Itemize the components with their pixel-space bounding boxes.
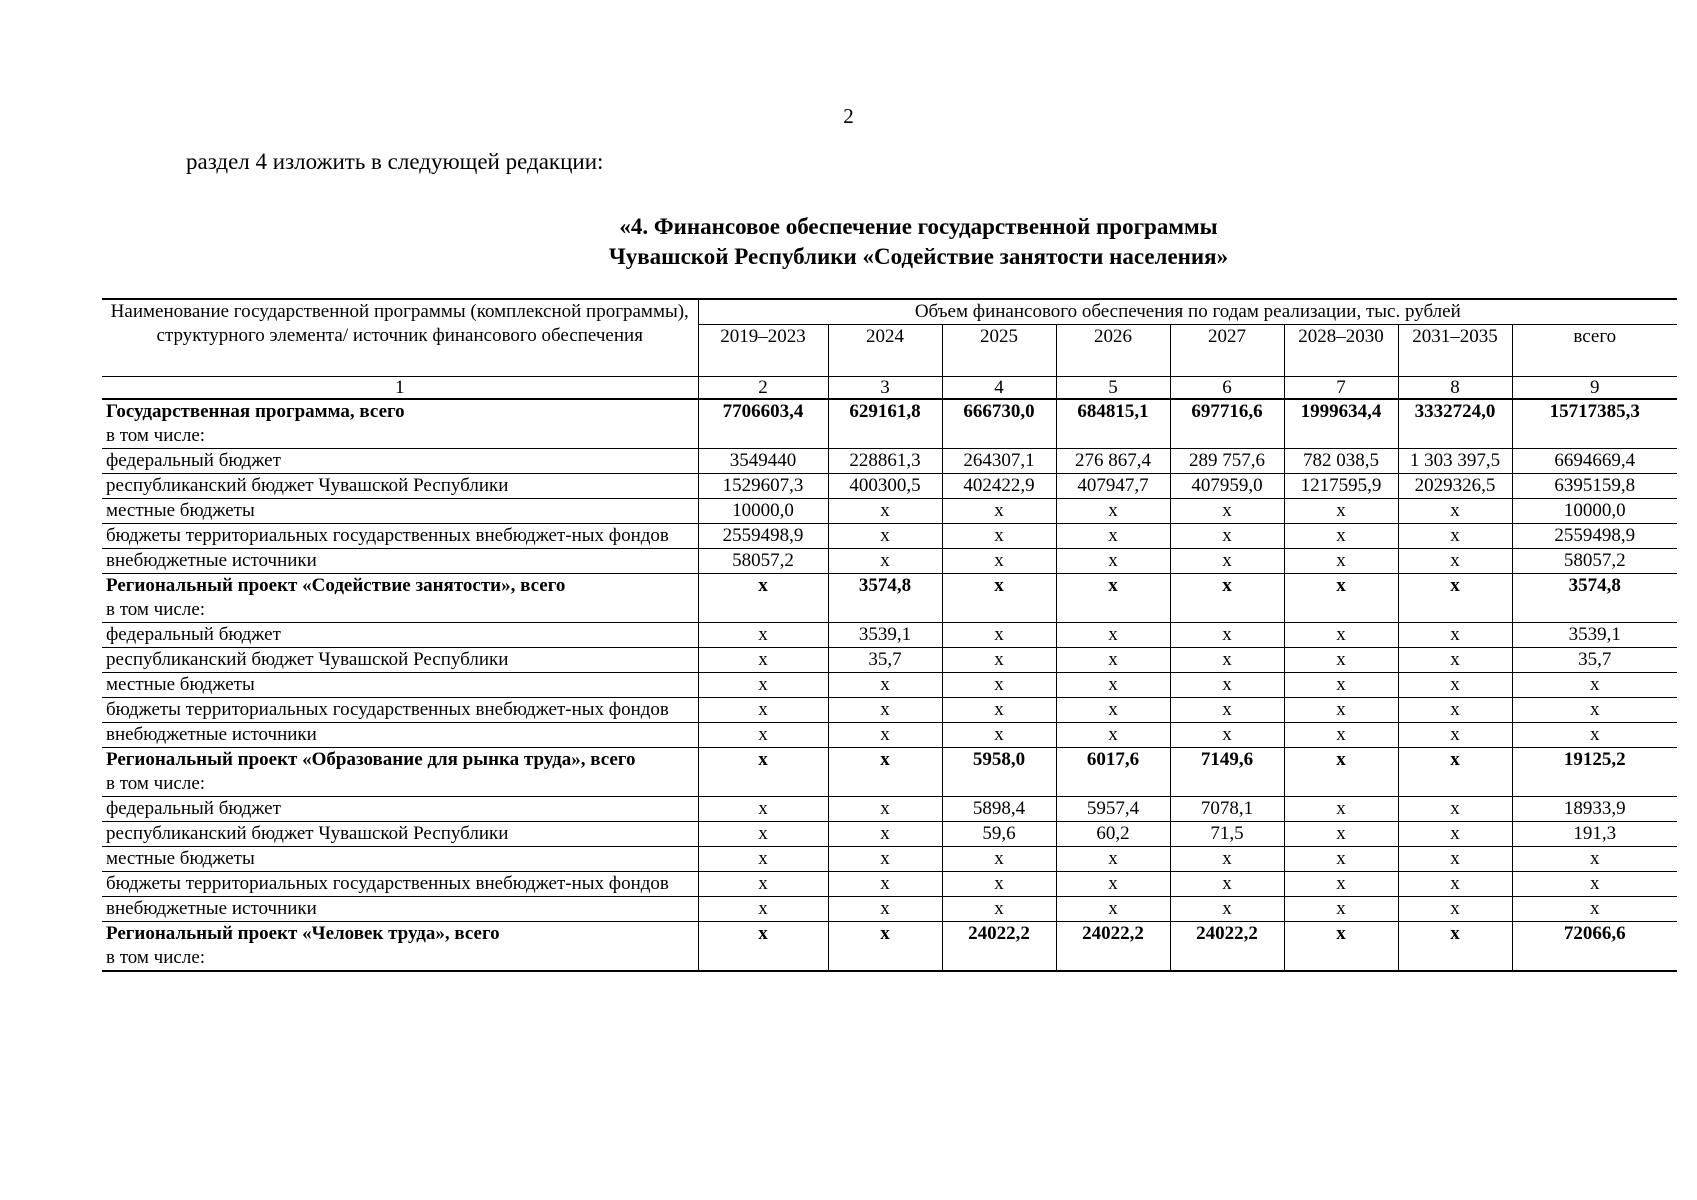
value-cell: x — [1284, 623, 1398, 648]
row-name-cell — [102, 847, 698, 872]
including-label: в том числе: — [106, 599, 206, 620]
value-cell: x — [698, 698, 828, 723]
value-cell: x — [1398, 524, 1512, 549]
intro-text: раздел 4 изложить в следующей редакции: — [186, 149, 604, 174]
value-cell: 407947,7 — [1056, 474, 1170, 499]
value-cell: x — [1398, 922, 1512, 972]
year-header: 2024 — [828, 325, 942, 377]
year-header: 2025 — [942, 325, 1056, 377]
value-cell: x — [698, 847, 828, 872]
table-row — [102, 822, 1677, 847]
value-cell: x — [1056, 673, 1170, 698]
value-cell: 782 038,5 — [1284, 449, 1398, 474]
row-name: местные бюджеты — [106, 500, 255, 521]
section-total-row — [102, 574, 1677, 623]
value-cell: x — [942, 499, 1056, 524]
page-number: 2 — [843, 104, 854, 128]
row-name: Государственная программа, всего — [106, 401, 405, 422]
column-number: 1 — [102, 377, 698, 400]
value-cell: 58057,2 — [698, 549, 828, 574]
table-row — [102, 623, 1677, 648]
column-numbers-row — [102, 377, 1677, 400]
value-cell: 5958,0 — [942, 748, 1056, 797]
row-name-cell — [102, 399, 698, 449]
total-value-cell: x — [1512, 872, 1677, 897]
row-name-cell — [102, 623, 698, 648]
column-number: 6 — [1170, 377, 1284, 400]
value-cell: x — [942, 648, 1056, 673]
value-cell: x — [828, 499, 942, 524]
year-header: 2028–2030 — [1284, 325, 1398, 377]
value-cell: x — [1056, 648, 1170, 673]
value-cell: x — [828, 698, 942, 723]
column-number: 7 — [1284, 377, 1398, 400]
value-cell: x — [698, 748, 828, 797]
financing-table — [102, 298, 1677, 972]
section-total-row — [102, 748, 1677, 797]
value-cell: x — [942, 897, 1056, 922]
table-row — [102, 524, 1677, 549]
value-cell: x — [1284, 922, 1398, 972]
volume-header: Объем финансового обеспечения по годам реализации, тыс. рублей — [698, 299, 1677, 325]
section-total-row — [102, 399, 1677, 449]
column-number: 3 — [828, 377, 942, 400]
row-name-cell — [102, 499, 698, 524]
value-cell: 7706603,4 — [698, 399, 828, 449]
value-cell: 264307,1 — [942, 449, 1056, 474]
value-cell: x — [828, 549, 942, 574]
section-title — [0, 212, 1697, 272]
value-cell: x — [1398, 748, 1512, 797]
value-cell: x — [828, 673, 942, 698]
row-name-cell — [102, 524, 698, 549]
total-value-cell: 191,3 — [1512, 822, 1677, 847]
row-name: республиканский бюджет Чувашской Республики — [106, 649, 509, 670]
table-row — [102, 847, 1677, 872]
value-cell: x — [1284, 897, 1398, 922]
value-cell: x — [1056, 499, 1170, 524]
value-cell: x — [828, 723, 942, 748]
value-cell: x — [698, 723, 828, 748]
row-name: Региональный проект «Человек труда», всего — [106, 923, 500, 944]
value-cell: x — [828, 847, 942, 872]
value-cell: x — [1398, 549, 1512, 574]
table-row — [102, 449, 1677, 474]
value-cell: x — [1170, 698, 1284, 723]
value-cell: x — [942, 574, 1056, 623]
table-row — [102, 872, 1677, 897]
row-name: внебюджетные источники — [106, 724, 317, 745]
value-cell: x — [1398, 623, 1512, 648]
value-cell: 7078,1 — [1170, 797, 1284, 822]
value-cell: 10000,0 — [698, 499, 828, 524]
value-cell: x — [1170, 648, 1284, 673]
table-row — [102, 474, 1677, 499]
value-cell: 24022,2 — [1170, 922, 1284, 972]
value-cell: 228861,3 — [828, 449, 942, 474]
value-cell: x — [942, 723, 1056, 748]
value-cell: x — [1284, 524, 1398, 549]
column-number: 8 — [1398, 377, 1512, 400]
value-cell: x — [698, 648, 828, 673]
section-title-line-2: Чувашской Республики «Содействие занятости населения» — [608, 244, 1229, 269]
value-cell: 1 303 397,5 — [1398, 449, 1512, 474]
value-cell: x — [1284, 673, 1398, 698]
row-name-cell — [102, 549, 698, 574]
value-cell: x — [1284, 748, 1398, 797]
row-name: Региональный проект «Содействие занятости», всего — [106, 575, 566, 596]
value-cell: 60,2 — [1056, 822, 1170, 847]
value-cell: 1999634,4 — [1284, 399, 1398, 449]
value-cell: 35,7 — [828, 648, 942, 673]
value-cell: x — [1398, 797, 1512, 822]
value-cell: x — [1170, 723, 1284, 748]
row-name-cell — [102, 474, 698, 499]
value-cell: 402422,9 — [942, 474, 1056, 499]
row-name: внебюджетные источники — [106, 898, 317, 919]
column-number: 9 — [1512, 377, 1677, 400]
value-cell: 2029326,5 — [1398, 474, 1512, 499]
value-cell: x — [1056, 872, 1170, 897]
value-cell: 3549440 — [698, 449, 828, 474]
year-header: 2027 — [1170, 325, 1284, 377]
value-cell: x — [1284, 499, 1398, 524]
row-name: республиканский бюджет Чувашской Республики — [106, 823, 509, 844]
value-cell: x — [1170, 524, 1284, 549]
table-row — [102, 698, 1677, 723]
row-name-cell — [102, 797, 698, 822]
total-value-cell: x — [1512, 698, 1677, 723]
table-row — [102, 673, 1677, 698]
row-name: республиканский бюджет Чувашской Республики — [106, 475, 509, 496]
total-value-cell: 10000,0 — [1512, 499, 1677, 524]
row-name-cell — [102, 822, 698, 847]
value-cell: x — [828, 822, 942, 847]
value-cell: x — [828, 922, 942, 972]
row-name: внебюджетные источники — [106, 550, 317, 571]
value-cell: 5898,4 — [942, 797, 1056, 822]
total-value-cell: x — [1512, 897, 1677, 922]
column-number: 5 — [1056, 377, 1170, 400]
value-cell: x — [1170, 499, 1284, 524]
value-cell: 3539,1 — [828, 623, 942, 648]
value-cell: x — [1284, 723, 1398, 748]
value-cell: x — [1398, 574, 1512, 623]
value-cell: x — [942, 673, 1056, 698]
row-name-cell — [102, 574, 698, 623]
total-value-cell: x — [1512, 847, 1677, 872]
value-cell: x — [828, 748, 942, 797]
value-cell: x — [1056, 574, 1170, 623]
value-cell: x — [698, 574, 828, 623]
value-cell: x — [698, 797, 828, 822]
value-cell: x — [942, 623, 1056, 648]
value-cell: 407959,0 — [1170, 474, 1284, 499]
value-cell: x — [1284, 797, 1398, 822]
row-name-cell — [102, 698, 698, 723]
table-row — [102, 897, 1677, 922]
value-cell: x — [698, 897, 828, 922]
table-row — [102, 499, 1677, 524]
year-header: 2026 — [1056, 325, 1170, 377]
value-cell: x — [1170, 574, 1284, 623]
value-cell: x — [698, 623, 828, 648]
row-name-cell — [102, 723, 698, 748]
value-cell: x — [1170, 549, 1284, 574]
value-cell: x — [1170, 673, 1284, 698]
value-cell: 1217595,9 — [1284, 474, 1398, 499]
total-value-cell: 6395159,8 — [1512, 474, 1677, 499]
value-cell: x — [942, 698, 1056, 723]
row-name-cell — [102, 922, 698, 972]
value-cell: 289 757,6 — [1170, 449, 1284, 474]
value-cell: x — [1284, 574, 1398, 623]
value-cell: 666730,0 — [942, 399, 1056, 449]
value-cell: 629161,8 — [828, 399, 942, 449]
value-cell: 400300,5 — [828, 474, 942, 499]
value-cell: x — [1056, 847, 1170, 872]
value-cell: x — [1398, 723, 1512, 748]
total-value-cell: 18933,9 — [1512, 797, 1677, 822]
year-header: 2031–2035 — [1398, 325, 1512, 377]
value-cell: x — [1056, 897, 1170, 922]
value-cell: 24022,2 — [1056, 922, 1170, 972]
value-cell: x — [698, 872, 828, 897]
row-name: бюджеты территориальных государственных внебюджет-ных фондов — [106, 525, 669, 546]
row-name: местные бюджеты — [106, 848, 255, 869]
value-cell: x — [1284, 698, 1398, 723]
value-cell: 24022,2 — [942, 922, 1056, 972]
row-name-cell — [102, 449, 698, 474]
row-name: бюджеты территориальных государственных внебюджет-ных фондов — [106, 873, 669, 894]
including-label: в том числе: — [106, 947, 206, 968]
value-cell: x — [1398, 822, 1512, 847]
total-header: всего — [1512, 325, 1677, 377]
row-name-cell — [102, 872, 698, 897]
value-cell: x — [942, 872, 1056, 897]
total-value-cell: 6694669,4 — [1512, 449, 1677, 474]
value-cell: 59,6 — [942, 822, 1056, 847]
value-cell: x — [942, 524, 1056, 549]
value-cell: x — [828, 897, 942, 922]
value-cell: x — [942, 549, 1056, 574]
row-name-cell — [102, 673, 698, 698]
row-name: бюджеты территориальных государственных внебюджет-ных фондов — [106, 699, 669, 720]
row-name-cell — [102, 748, 698, 797]
value-cell: x — [1170, 847, 1284, 872]
row-name-cell — [102, 897, 698, 922]
value-cell: x — [698, 922, 828, 972]
value-cell: x — [1398, 872, 1512, 897]
table-row — [102, 648, 1677, 673]
value-cell: x — [1170, 897, 1284, 922]
table-body — [102, 399, 1677, 971]
column-number: 2 — [698, 377, 828, 400]
value-cell: x — [1398, 648, 1512, 673]
value-cell: 2559498,9 — [698, 524, 828, 549]
section-total-row — [102, 922, 1677, 972]
name-column-header: Наименование государственной программы (комплексной программы), структурного элемента/ источник финансового обеспечения — [102, 299, 698, 377]
row-name: федеральный бюджет — [106, 624, 281, 645]
value-cell: 697716,6 — [1170, 399, 1284, 449]
value-cell: 3332724,0 — [1398, 399, 1512, 449]
value-cell: x — [1398, 897, 1512, 922]
value-cell: x — [828, 524, 942, 549]
value-cell: x — [1398, 847, 1512, 872]
value-cell: x — [1284, 549, 1398, 574]
value-cell: 684815,1 — [1056, 399, 1170, 449]
value-cell: 1529607,3 — [698, 474, 828, 499]
value-cell: x — [1284, 822, 1398, 847]
row-name-cell — [102, 648, 698, 673]
including-label: в том числе: — [106, 773, 206, 794]
value-cell: 5957,4 — [1056, 797, 1170, 822]
value-cell: x — [1170, 872, 1284, 897]
section-title-line-1: «4. Финансовое обеспечение государственной программы — [619, 214, 1218, 239]
value-cell: 7149,6 — [1170, 748, 1284, 797]
total-value-cell: x — [1512, 723, 1677, 748]
row-name: Региональный проект «Образование для рынка труда», всего — [106, 749, 636, 770]
value-cell: 71,5 — [1170, 822, 1284, 847]
table-row — [102, 797, 1677, 822]
total-value-cell: 72066,6 — [1512, 922, 1677, 972]
total-value-cell: x — [1512, 673, 1677, 698]
value-cell: 3574,8 — [828, 574, 942, 623]
value-cell: x — [1284, 872, 1398, 897]
value-cell: x — [1056, 723, 1170, 748]
value-cell: x — [1170, 623, 1284, 648]
row-name: федеральный бюджет — [106, 798, 281, 819]
value-cell: x — [1284, 648, 1398, 673]
value-cell: x — [1284, 847, 1398, 872]
column-number: 4 — [942, 377, 1056, 400]
total-value-cell: 19125,2 — [1512, 748, 1677, 797]
total-value-cell: 2559498,9 — [1512, 524, 1677, 549]
total-value-cell: 15717385,3 — [1512, 399, 1677, 449]
value-cell: x — [1398, 499, 1512, 524]
total-value-cell: 58057,2 — [1512, 549, 1677, 574]
value-cell: x — [828, 797, 942, 822]
table-row — [102, 723, 1677, 748]
value-cell: x — [1056, 698, 1170, 723]
total-value-cell: 3539,1 — [1512, 623, 1677, 648]
row-name: местные бюджеты — [106, 674, 255, 695]
value-cell: x — [1056, 524, 1170, 549]
value-cell: x — [698, 673, 828, 698]
value-cell: 276 867,4 — [1056, 449, 1170, 474]
value-cell: x — [698, 822, 828, 847]
value-cell: 6017,6 — [1056, 748, 1170, 797]
total-value-cell: 3574,8 — [1512, 574, 1677, 623]
value-cell: x — [1398, 698, 1512, 723]
value-cell: x — [1056, 549, 1170, 574]
value-cell: x — [1398, 673, 1512, 698]
including-label: в том числе: — [106, 425, 206, 446]
row-name: федеральный бюджет — [106, 450, 281, 471]
value-cell: x — [942, 847, 1056, 872]
year-header: 2019–2023 — [698, 325, 828, 377]
total-value-cell: 35,7 — [1512, 648, 1677, 673]
value-cell: x — [1056, 623, 1170, 648]
value-cell: x — [828, 872, 942, 897]
table-row — [102, 549, 1677, 574]
